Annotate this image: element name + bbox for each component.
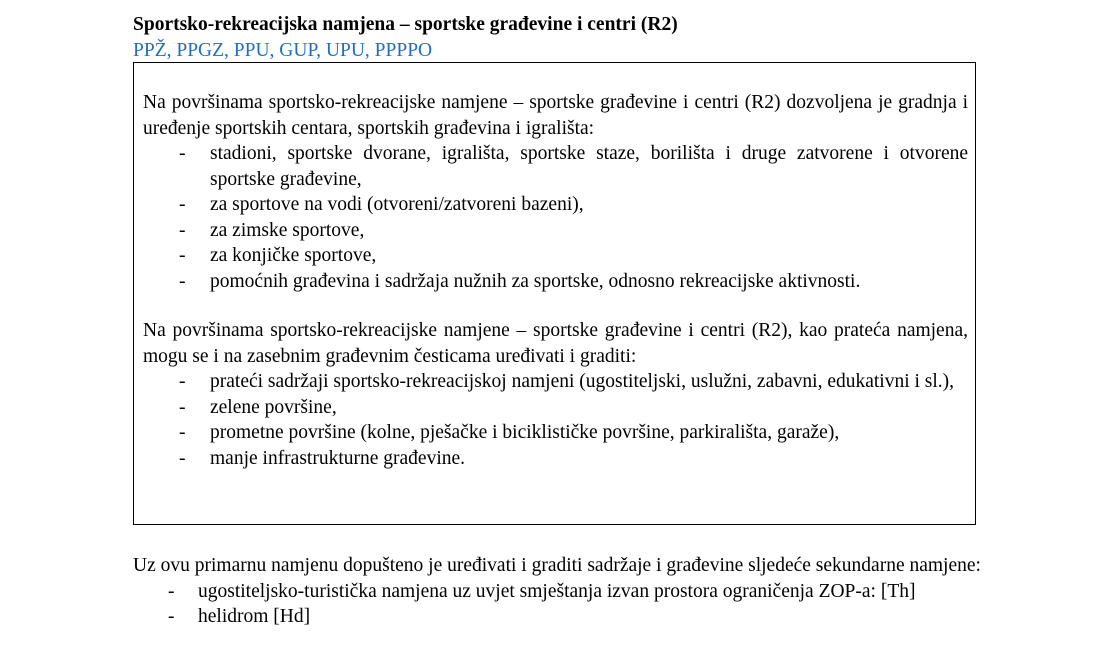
list-item: - ugostiteljsko-turistička namjena uz uvjet smještanja izvan prostora ograničenja ZOP-a: [Th]	[133, 579, 1031, 605]
bullet-list	[143, 369, 968, 471]
list-item: - zelene površine,	[143, 395, 968, 421]
paragraph-intro: Na površinama sportsko-rekreacijske namjene – sportske građevine i centri (R2) dozvoljena je gradnja i uređenje sportskih centara, sportskih građevina i igrališta:	[143, 92, 968, 139]
bullet-list	[143, 141, 968, 294]
box-paragraph-2	[143, 318, 968, 471]
list-item: - za sportove na vodi (otvoreni/zatvoreni bazeni),	[143, 192, 968, 218]
section-title: Sportsko-rekreacijska namjena – sportske građevine i centri (R2)	[133, 14, 678, 35]
list-item: - pomoćnih građevina i sadržaja nužnih za sportske, odnosno rekreacijske aktivnosti.	[143, 269, 968, 295]
bullet-list	[133, 579, 1031, 630]
list-item: - za zimske sportove,	[143, 218, 968, 244]
list-item: - prateći sadržaji sportsko-rekreacijskoj namjeni (ugostiteljski, uslužni, zabavni, edukativni i sl.),	[143, 369, 968, 395]
paragraph-intro: Uz ovu primarnu namjenu dopušteno je uređivati i graditi sadržaje i građevine sljedeće sekundarne namjene:	[133, 555, 981, 576]
paragraph-intro: Na površinama sportsko-rekreacijske namjene – sportske građevine i centri (R2), kao prateća namjena, mogu se i na zasebnim građevnim česticama uređivati i graditi:	[143, 320, 968, 367]
secondary-purpose-paragraph	[133, 553, 1031, 630]
list-item: - helidrom [Hd]	[133, 604, 1031, 630]
list-item: - za konjičke sportove,	[143, 243, 968, 269]
plan-types: PPŽ, PPGZ, PPU, GUP, UPU, PPPPO	[133, 40, 433, 61]
box-paragraph-1	[143, 90, 968, 294]
list-item: - prometne površine (kolne, pješačke i biciklističke površine, parkirališta, garaže),	[143, 420, 968, 446]
list-item: - stadioni, sportske dvorane, igrališta, sportske staze, borilišta i druge zatvorene i otvorene sportske građevine,	[143, 141, 968, 192]
list-item: - manje infrastrukturne građevine.	[143, 446, 968, 472]
